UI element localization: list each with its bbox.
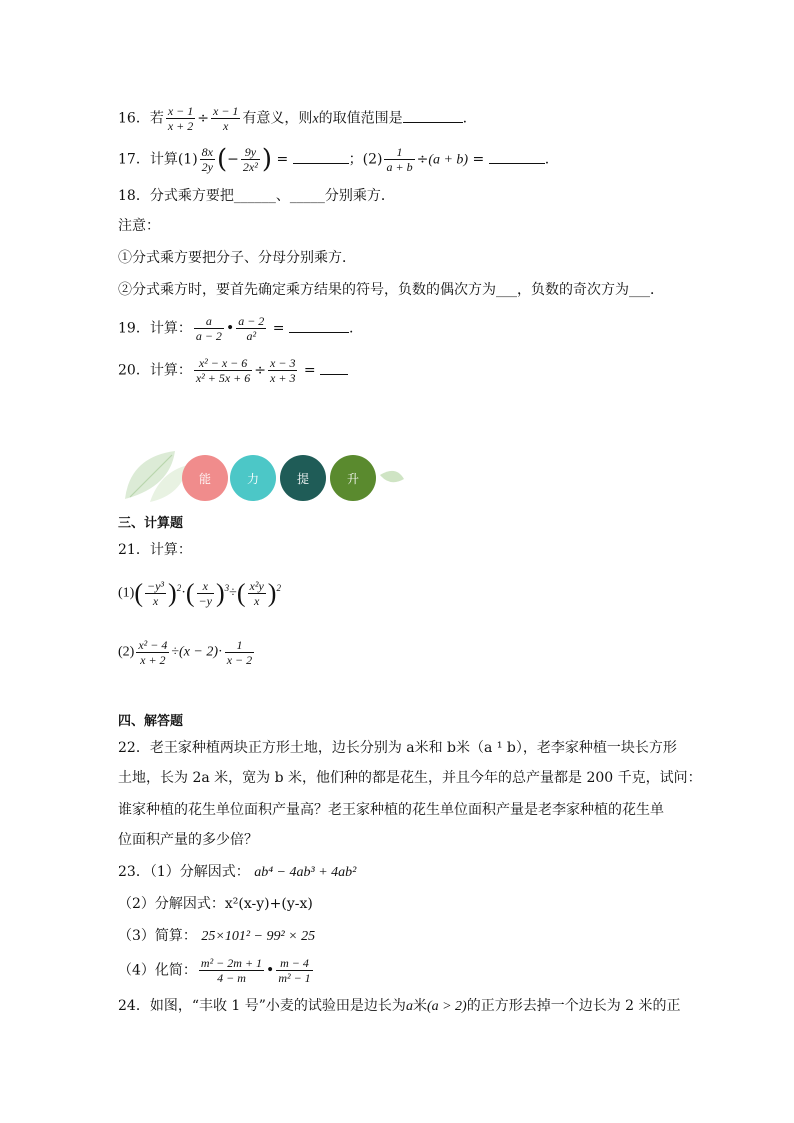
answer-blank [289, 318, 349, 333]
fraction: $\frac{a - 2}{\text{a²}}$ [238, 314, 265, 343]
fraction: $\frac{x}{-y}$ [198, 578, 212, 608]
fraction: $\frac{m - 4}{\text{m² − 1}}$ [278, 956, 311, 985]
fraction: $\frac{x - 1}{x}$ [213, 104, 239, 133]
fraction: $\frac{a}{a - 2}$ [195, 314, 222, 343]
fraction: $\frac{9y}{\text{2x²}}$ [242, 145, 258, 174]
answer-blank [293, 149, 349, 164]
question-23-part-3: （3）简算： 25×101² − 99² × 25 [118, 928, 316, 944]
question-23-part-4: （4）化简： $\frac{\text{m² − 2m + 1}}{4 - m}$ • $\frac{m - 4}{\text{m² − 1}}$ [118, 956, 311, 985]
banner-bubble-3: 提 [280, 455, 326, 501]
answer-blank [489, 149, 545, 164]
banner-bubble-4: 升 [330, 455, 376, 501]
banner-bubble-1: 能 [182, 455, 228, 501]
ability-banner [120, 447, 410, 503]
fraction: $\frac{\text{−y³}}{x}$ [147, 578, 165, 608]
leaf-left-icon [120, 447, 190, 503]
question-17: 17．计算(1) $\frac{8x}{2y}$ (− $\frac{9y}{\text{2x²}}$ ) = ；(2) $\frac{1}{a + b}$ ÷(a + b) = . [118, 144, 550, 175]
question-20: 20．计算： $\frac{\text{x² − x − 6}}{\text{x² + 5x + 6}}$ ÷ $\frac{x - 3}{x + 3}$ = [118, 356, 348, 385]
fraction: $\frac{\text{m² − 2m + 1}}{4 - m}$ [200, 956, 263, 985]
note-title: 注意： [118, 218, 160, 234]
note-item-2: ②分式乘方时，要首先确定乘方结果的符号，负数的偶次方为___，负数的奇次方为___． [118, 282, 664, 298]
fraction: $\frac{\text{x² − 4}}{x + 2}$ [138, 638, 168, 667]
fraction: $\frac{1}{x - 2}$ [226, 638, 253, 667]
section-4-title: 四、解答题 [118, 714, 184, 729]
question-16: 16．若 $\frac{x - 1}{x + 2}$ ÷ $\frac{x - 1}{x}$ 有意义，则x的取值范围是 . [118, 104, 468, 133]
question-22-line-2: 土地，长为 2a 米，宽为 b 米，他们种的都是花生，并且今年的总产量都是 200 千克，试问： [118, 770, 702, 786]
fraction: $\frac{x - 1}{x + 2}$ [167, 104, 194, 133]
question-24-line-1: 24．如图，“丰收 1 号”小麦的试验田是边长为a米(a > 2)的正方形去掉一个边长为 2 米的正 [118, 998, 681, 1014]
leaf-right-icon [378, 465, 408, 495]
fraction: $\frac{x - 3}{x + 3}$ [270, 356, 296, 385]
question-23-part-2: （2）分解因式：x²(x-y)+(y-x) [118, 896, 313, 912]
section-3-title: 三、计算题 [118, 516, 184, 531]
question-23-part-1: 23．（1）分解因式： ab⁴ − 4ab³ + 4ab² [118, 864, 357, 880]
question-22-line-1: 22．老王家种植两块正方形土地，边长分别为 a米和 b米（a ¹ b），老李家种植一块长方形 [118, 740, 677, 756]
question-21-label: 21．计算： [118, 542, 192, 558]
question-18: 18．分式乘方要把______、_____分别乘方． [118, 188, 395, 204]
fraction: $\frac{1}{a + b}$ [386, 145, 413, 174]
question-19: 19．计算： $\frac{a}{a - 2}$ • $\frac{a - 2}{\text{a²}}$ = . [118, 314, 354, 343]
answer-blank [320, 360, 348, 375]
question-22-line-3: 谁家种植的花生单位面积产量高？老王家种植的花生单位面积产量是老李家种植的花生单 [118, 802, 664, 818]
question-22-line-4: 位面积产量的多少倍？ [118, 832, 258, 848]
fraction: $\frac{\text{x² − x − 6}}{\text{x² + 5x + 6}}$ [195, 356, 251, 385]
note-item-1: ①分式乘方要把分子、分母分别乘方． [118, 250, 356, 266]
fraction: $\frac{8x}{2y}$ [201, 145, 213, 174]
banner-bubble-2: 力 [230, 455, 276, 501]
answer-blank [403, 108, 463, 123]
question-21-part-2: (2) $\frac{\text{x² − 4}}{x + 2}$ ÷(x − 2)· $\frac{1}{x - 2}$ [118, 638, 253, 667]
fraction: $\frac{\text{x²y}}{x}$ [249, 578, 264, 608]
question-21-part-1: (1)( $\frac{\text{−y³}}{x}$ )$^2$·( $\frac{x}{-y}$ )$^3$÷( $\frac{\text{x²y}}{x}$ )$^2$ [118, 578, 281, 608]
